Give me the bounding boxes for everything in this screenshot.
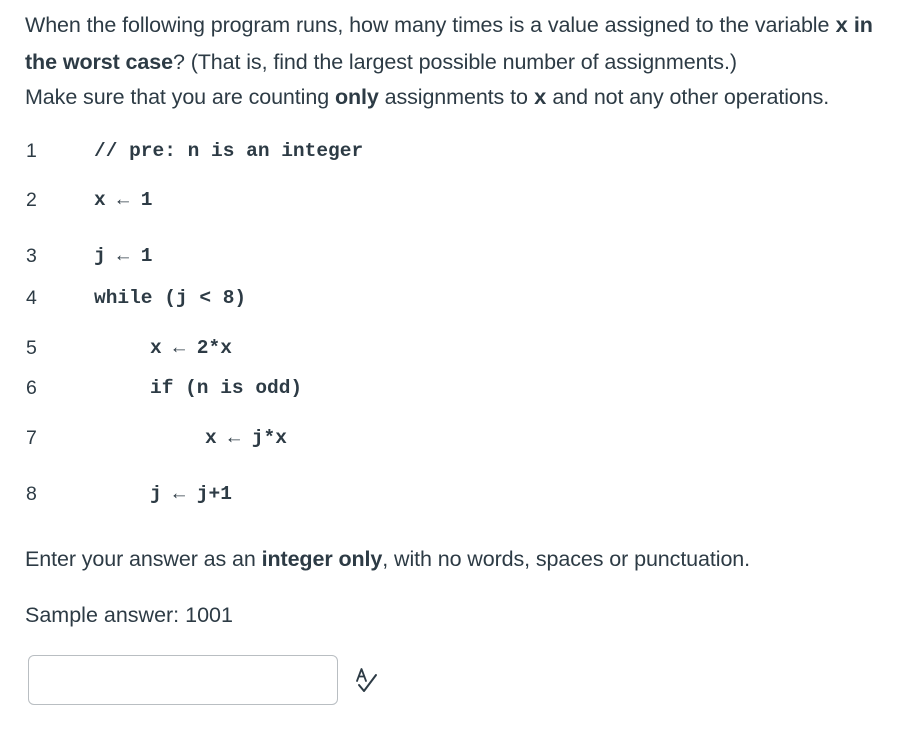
code-line-6	[0, 377, 600, 407]
line-number: 3	[26, 245, 37, 267]
variable-x: x	[835, 15, 849, 39]
question-paragraph-2: Make sure that you are counting only assignments to x and not any other operations.	[25, 85, 830, 111]
code-text: j ← j+1	[150, 483, 232, 505]
worst-case-emphasis: in the worst case	[25, 13, 873, 74]
code-line-7	[0, 427, 600, 457]
line-number: 5	[26, 337, 37, 359]
code-text: j ← 1	[94, 245, 153, 267]
question-text	[25, 8, 905, 117]
code-text: x ← 2*x	[150, 337, 232, 359]
only-emphasis: only	[334, 85, 379, 109]
line-number: 7	[26, 427, 37, 449]
code-line-1	[0, 140, 600, 170]
code-text: x ← j*x	[205, 427, 287, 449]
spellcheck-icon[interactable]	[354, 666, 380, 694]
code-line-4	[0, 287, 600, 317]
line-number: 8	[26, 483, 37, 505]
code-text: if (n is odd)	[150, 377, 303, 399]
code-text: x ← 1	[94, 189, 153, 211]
variable-x: x	[533, 87, 547, 111]
code-line-8	[0, 483, 600, 513]
integer-only-emphasis: integer only	[261, 547, 383, 571]
code-line-3	[0, 245, 600, 275]
line-number: 2	[26, 189, 37, 211]
sample-answer: Sample answer: 1001	[25, 603, 233, 627]
answer-input[interactable]	[28, 655, 338, 705]
code-text: while (j < 8)	[94, 287, 247, 309]
code-line-5	[0, 337, 600, 367]
line-number: 1	[26, 140, 37, 162]
code-text: // pre: n is an integer	[94, 140, 364, 162]
question-paragraph-1: When the following program runs, how many times is a value assigned to the variable x in the worst case? (That is, find the largest possible number of assignments.)	[25, 13, 873, 74]
answer-instructions: Enter your answer as an integer only, with no words, spaces or punctuation.	[25, 547, 751, 571]
line-number: 4	[26, 287, 37, 309]
code-line-2	[0, 189, 600, 219]
line-number: 6	[26, 377, 37, 399]
